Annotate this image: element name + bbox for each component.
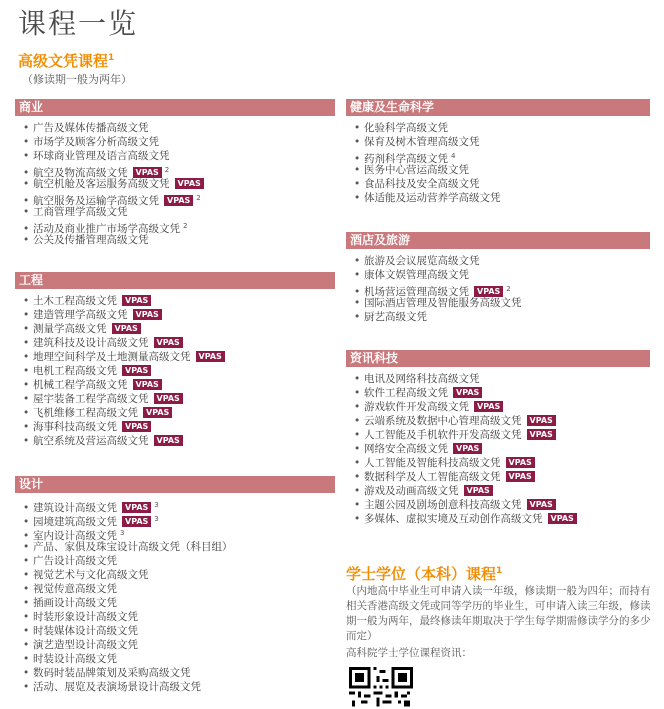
course-list	[346, 121, 650, 205]
vpas-badge: VPAS	[122, 516, 151, 527]
course-item	[23, 406, 335, 420]
bullet-icon: •	[23, 167, 30, 179]
bullet-icon: •	[354, 415, 361, 427]
course-name: 建筑设计高级文凭	[33, 502, 117, 514]
higher-diploma-title-sup: 1	[108, 53, 115, 63]
course-item	[354, 310, 650, 324]
course-name: 建造管理学高级文凭	[33, 309, 128, 321]
course-name: 数码时装品牌策划及采购高级文凭	[33, 667, 191, 679]
course-name: 航空及物流高级文凭	[33, 167, 128, 179]
bullet-icon: •	[23, 639, 30, 651]
bullet-icon: •	[23, 569, 30, 581]
vpas-badge: VPAS	[122, 502, 151, 513]
bullet-icon: •	[23, 681, 30, 693]
course-item	[23, 526, 335, 540]
bullet-icon: •	[354, 373, 361, 385]
course-item	[354, 414, 650, 428]
course-name: 工商管理学高级文凭	[33, 206, 128, 218]
course-item	[354, 512, 650, 526]
bullet-icon: •	[23, 309, 30, 321]
vpas-badge: VPAS	[474, 286, 503, 297]
vpas-badge: VPAS	[464, 485, 493, 496]
vpas-badge: VPAS	[122, 421, 151, 432]
course-item	[23, 610, 335, 624]
course-item	[23, 163, 335, 177]
course-name: 航空系统及营运高级文凭	[33, 435, 149, 447]
course-name: 活动、展览及表演场景设计高级文凭	[33, 681, 201, 693]
course-name: 旅游及会议展览高级文凭	[364, 255, 480, 267]
course-item	[23, 308, 335, 322]
vpas-badge: VPAS	[112, 323, 141, 334]
vpas-badge: VPAS	[175, 178, 204, 189]
vpas-badge: VPAS	[548, 513, 577, 524]
course-name: 保育及树木管理高级文凭	[364, 136, 480, 148]
vpas-badge: VPAS	[506, 471, 535, 482]
vpas-badge: VPAS	[133, 167, 162, 178]
bullet-icon: •	[354, 443, 361, 455]
course-name: 网络安全高级文凭	[364, 443, 448, 455]
course-item	[354, 135, 650, 149]
course-name: 广告设计高级文凭	[33, 555, 117, 567]
course-name: 视觉传意高级文凭	[33, 583, 117, 595]
category-it	[346, 350, 650, 526]
bullet-icon: •	[23, 530, 30, 542]
bullet-icon: •	[23, 150, 30, 162]
bullet-icon: •	[23, 421, 30, 433]
course-item	[23, 364, 335, 378]
course-item	[354, 296, 650, 310]
course-name: 软件工程高级文凭	[364, 387, 448, 399]
course-item	[23, 336, 335, 350]
course-item	[354, 268, 650, 282]
course-name: 航空服务及运输学高级文凭	[33, 195, 159, 207]
course-item	[23, 350, 335, 364]
course-name: 测量学高级文凭	[33, 323, 107, 335]
course-item	[23, 498, 335, 512]
bullet-icon: •	[354, 471, 361, 483]
bullet-icon: •	[23, 583, 30, 595]
course-name: 机械工程学高级文凭	[33, 379, 128, 391]
degree-title: 学士学位（本科）课程	[346, 565, 497, 583]
course-name: 环球商业管理及语言高级文凭	[33, 150, 170, 162]
course-item	[354, 386, 650, 400]
course-list	[15, 294, 335, 448]
bullet-icon: •	[23, 206, 30, 218]
vpas-badge: VPAS	[154, 337, 183, 348]
course-name: 厨艺高级文凭	[364, 311, 427, 323]
course-name: 建筑科技及设计高级文凭	[33, 337, 149, 349]
category-title: 商业	[15, 99, 335, 116]
category-design	[15, 476, 335, 694]
category-title: 健康及生命科学	[346, 99, 650, 116]
vpas-badge: VPAS	[453, 387, 482, 398]
course-item	[23, 540, 335, 554]
course-item	[23, 177, 335, 191]
footnote-marker: 2	[506, 285, 511, 293]
category-title: 设计	[15, 476, 335, 493]
course-item	[23, 233, 335, 247]
bullet-icon: •	[23, 667, 30, 679]
course-item	[354, 484, 650, 498]
vpas-badge: VPAS	[196, 351, 225, 362]
course-name: 室内设计高级文凭	[33, 530, 117, 542]
course-item	[354, 149, 650, 163]
course-name: 游戏软件开发高级文凭	[364, 401, 469, 413]
higher-diploma-title: 高级文凭课程	[18, 52, 109, 70]
bullet-icon: •	[23, 136, 30, 148]
bullet-icon: •	[354, 297, 361, 309]
course-name: 国际酒店管理及智能服务高级文凭	[364, 297, 522, 309]
course-item	[23, 378, 335, 392]
course-name: 体适能及运动营养学高级文凭	[364, 192, 501, 204]
vpas-badge: VPAS	[154, 393, 183, 404]
higher-diploma-heading	[18, 50, 114, 71]
degree-note: （内地高中毕业生可申请入读一年级，修读期一般为四年；而持有相关香港高级文凭或同等学历的毕业生，可申请入读三年级，修读期一般为两年，最终修读年期取决于学生每学期需修读学分的多少而定）	[346, 585, 651, 642]
course-item	[23, 596, 335, 610]
bullet-icon: •	[354, 513, 361, 525]
vpas-badge: VPAS	[506, 457, 535, 468]
bullet-icon: •	[354, 164, 361, 176]
bullet-icon: •	[23, 379, 30, 391]
bullet-icon: •	[23, 365, 30, 377]
category-title: 酒店及旅游	[346, 232, 650, 249]
course-item	[23, 149, 335, 163]
footnote-marker: 3	[154, 515, 159, 523]
course-item	[23, 624, 335, 638]
course-name: 化验科学高级文凭	[364, 122, 448, 134]
course-item	[23, 191, 335, 205]
category-health	[346, 99, 650, 205]
course-item	[354, 456, 650, 470]
bullet-icon: •	[354, 178, 361, 190]
course-item	[354, 254, 650, 268]
course-item	[23, 135, 335, 149]
course-name: 广告及媒体传播高级文凭	[33, 122, 149, 134]
course-name: 机场营运管理高级文凭	[364, 286, 469, 298]
vpas-badge: VPAS	[143, 407, 172, 418]
bullet-icon: •	[354, 136, 361, 148]
course-list	[346, 254, 650, 324]
course-item	[23, 666, 335, 680]
degree-info-label: 高科院学士学位课程资讯：	[346, 647, 472, 659]
course-item	[354, 282, 650, 296]
degree-title-sup: 1	[496, 566, 503, 576]
course-name: 地理空间科学及土地测量高级文凭	[33, 351, 191, 363]
bullet-icon: •	[354, 429, 361, 441]
bullet-icon: •	[23, 295, 30, 307]
course-item	[23, 434, 335, 448]
category-business	[15, 99, 335, 247]
course-item	[354, 400, 650, 414]
course-list	[346, 372, 650, 526]
course-item	[23, 638, 335, 652]
footnote-marker: 4	[451, 152, 456, 160]
bullet-icon: •	[23, 541, 30, 553]
bullet-icon: •	[23, 178, 30, 190]
course-item	[354, 177, 650, 191]
course-name: 食品科技及安全高级文凭	[364, 178, 480, 190]
course-item	[23, 420, 335, 434]
course-name: 时装形象设计高级文凭	[33, 611, 138, 623]
course-item	[354, 372, 650, 386]
bullet-icon: •	[354, 457, 361, 469]
bullet-icon: •	[23, 625, 30, 637]
course-item	[354, 191, 650, 205]
course-name: 园境建筑高级文凭	[33, 516, 117, 528]
course-name: 屋宇装备工程学高级文凭	[33, 393, 149, 405]
course-item	[354, 442, 650, 456]
course-name: 医务中心营运高级文凭	[364, 164, 469, 176]
bullet-icon: •	[23, 351, 30, 363]
bullet-icon: •	[354, 192, 361, 204]
course-list	[15, 121, 335, 247]
footnote-marker: 3	[120, 529, 125, 537]
bullet-icon: •	[23, 223, 30, 235]
vpas-badge: VPAS	[133, 309, 162, 320]
bullet-icon: •	[23, 611, 30, 623]
course-item	[354, 428, 650, 442]
bullet-icon: •	[23, 555, 30, 567]
bullet-icon: •	[354, 387, 361, 399]
degree-heading	[346, 563, 502, 584]
course-item	[23, 392, 335, 406]
bullet-icon: •	[23, 516, 30, 528]
bullet-icon: •	[23, 323, 30, 335]
bullet-icon: •	[354, 269, 361, 281]
course-item	[23, 554, 335, 568]
course-name: 活动及商业推广市场学高级文凭	[33, 223, 180, 235]
course-name: 海事科技高级文凭	[33, 421, 117, 433]
course-name: 飞机维修工程高级文凭	[33, 407, 138, 419]
course-name: 电讯及网络科技高级文凭	[364, 373, 480, 385]
bullet-icon: •	[354, 122, 361, 134]
course-name: 多媒体、虚拟实境及互动创作高级文凭	[364, 513, 543, 525]
vpas-badge: VPAS	[474, 401, 503, 412]
vpas-badge: VPAS	[122, 365, 151, 376]
course-name: 时装设计高级文凭	[33, 653, 117, 665]
course-item	[23, 652, 335, 666]
course-name: 云端系统及数据中心管理高级文凭	[364, 415, 522, 427]
vpas-badge: VPAS	[527, 415, 556, 426]
course-name: 时装媒体设计高级文凭	[33, 625, 138, 637]
bullet-icon: •	[23, 393, 30, 405]
bullet-icon: •	[354, 485, 361, 497]
category-title: 工程	[15, 272, 335, 289]
category-title: 资讯科技	[346, 350, 650, 367]
footnote-marker: 2	[183, 222, 188, 230]
course-name: 市场学及顾客分析高级文凭	[33, 136, 159, 148]
course-name: 人工智能及智能科技高级文凭	[364, 457, 501, 469]
course-name: 主题公园及剧场创意科技高级文凭	[364, 499, 522, 511]
course-name: 人工智能及手机软件开发高级文凭	[364, 429, 522, 441]
course-item	[23, 512, 335, 526]
bullet-icon: •	[23, 195, 30, 207]
vpas-badge: VPAS	[122, 295, 151, 306]
course-name: 药剂科学高级文凭	[364, 153, 448, 165]
footnote-marker: 2	[196, 194, 201, 202]
vpas-badge: VPAS	[527, 499, 556, 510]
course-name: 电机工程高级文凭	[33, 365, 117, 377]
footnote-marker: 3	[154, 501, 159, 509]
bullet-icon: •	[23, 337, 30, 349]
category-hospitality	[346, 232, 650, 324]
course-name: 视觉艺术与文化高级文凭	[33, 569, 149, 581]
course-item	[23, 205, 335, 219]
course-name: 航空机舱及客运服务高级文凭	[33, 178, 170, 190]
course-item	[354, 163, 650, 177]
vpas-badge: VPAS	[164, 195, 193, 206]
bullet-icon: •	[23, 122, 30, 134]
bullet-icon: •	[354, 255, 361, 267]
course-name: 游戏及动画高级文凭	[364, 485, 459, 497]
vpas-badge: VPAS	[453, 443, 482, 454]
course-name: 康体文娱管理高级文凭	[364, 269, 469, 281]
course-item	[23, 219, 335, 233]
bullet-icon: •	[23, 435, 30, 447]
course-list	[15, 498, 335, 694]
course-name: 公关及传播管理高级文凭	[33, 234, 149, 246]
course-item	[23, 294, 335, 308]
course-name: 数据科学及人工智能高级文凭	[364, 471, 501, 483]
bullet-icon: •	[354, 499, 361, 511]
course-item	[354, 498, 650, 512]
qr-code-icon[interactable]	[349, 667, 413, 709]
course-name: 产品、家俱及珠宝设计高级文凭（科目组）	[33, 541, 233, 553]
course-item	[23, 121, 335, 135]
course-item	[23, 568, 335, 582]
bullet-icon: •	[354, 153, 361, 165]
vpas-badge: VPAS	[527, 429, 556, 440]
bullet-icon: •	[23, 502, 30, 514]
course-item	[354, 121, 650, 135]
page-title: 课程一览	[18, 7, 139, 40]
course-name: 演艺造型设计高级文凭	[33, 639, 138, 651]
vpas-badge: VPAS	[154, 435, 183, 446]
footnote-marker: 2	[164, 166, 170, 174]
course-item	[354, 470, 650, 484]
course-name: 插画设计高级文凭	[33, 597, 117, 609]
bullet-icon: •	[354, 401, 361, 413]
vpas-badge: VPAS	[133, 379, 162, 390]
course-item	[23, 680, 335, 694]
bullet-icon: •	[23, 407, 30, 419]
category-engineering	[15, 272, 335, 448]
bullet-icon: •	[354, 311, 361, 323]
course-name: 土木工程高级文凭	[33, 295, 117, 307]
bullet-icon: •	[23, 653, 30, 665]
bullet-icon: •	[354, 286, 361, 298]
higher-diploma-duration: （修读期一般为两年）	[22, 73, 132, 86]
bullet-icon: •	[23, 234, 30, 246]
course-item	[23, 322, 335, 336]
bullet-icon: •	[23, 597, 30, 609]
course-item	[23, 582, 335, 596]
